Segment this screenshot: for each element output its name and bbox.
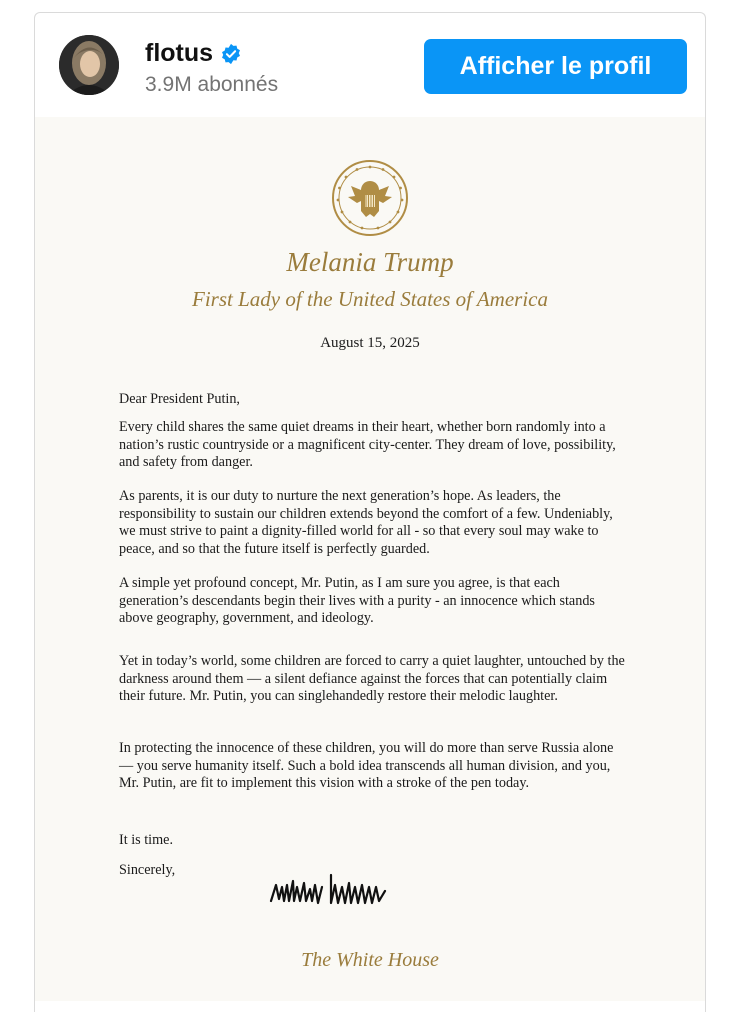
avatar[interactable]: [59, 35, 119, 95]
presidential-seal-icon: [331, 159, 409, 237]
letter-paragraph: In protecting the innocence of these children, you will do more than serve Russia alone — you serve humanity itself. Such a bold idea transcends all human division, and you, Mr. Putin, are fit to implement this vision with a stroke of the pen today.: [119, 740, 614, 791]
view-profile-button[interactable]: Afficher le profil: [424, 39, 687, 94]
closing-line: It is time.: [119, 832, 173, 848]
handwritten-signature: [267, 857, 395, 915]
instagram-post-card: [34, 12, 706, 1012]
letter-paragraph: Every child shares the same quiet dreams in their heart, whether born randomly into a nation’s rustic countryside or a magnificent city-center. They dream of love, possibility, and safety from danger.: [119, 419, 616, 470]
letter-paragraph: Yet in today’s world, some children are forced to carry a quiet laughter, untouched by the darkness around them — a silent defiance against the forces that can potentially claim their future. Mr. Putin, you can singlehandedly restore their melodic laughter.: [119, 653, 625, 704]
followers-count: 3.9M abonnés: [145, 73, 279, 96]
letter-paragraph: As parents, it is our duty to nurture the next generation’s hope. As leaders, the responsibility to sustain our children extends beyond the comfort of a few. Undeniably, we must strive to paint a dignity-filled world for all - so that every soul may wake to peace, and so that the future itself is perfectly guarded.: [119, 488, 613, 557]
post-header: [35, 13, 705, 117]
sender-title: First Lady of the United States of America: [192, 287, 548, 311]
letter-date: August 15, 2025: [320, 335, 420, 351]
verified-badge-icon: [220, 43, 242, 65]
username-row: [145, 39, 242, 68]
letter-image: [35, 117, 705, 1001]
sender-name: Melania Trump: [286, 247, 454, 277]
sign-off: Sincerely,: [119, 862, 176, 878]
username[interactable]: flotus: [145, 39, 214, 67]
avatar-portrait-icon: [59, 35, 119, 95]
letterhead-footer: The White House: [301, 949, 439, 971]
salutation: Dear President Putin,: [119, 391, 240, 407]
letter-paragraph: A simple yet profound concept, Mr. Putin, as I am sure you agree, is that each generation’s descendants begin their lives with a purity - an innocence which stands above geography, government, and ideology.: [119, 575, 595, 626]
